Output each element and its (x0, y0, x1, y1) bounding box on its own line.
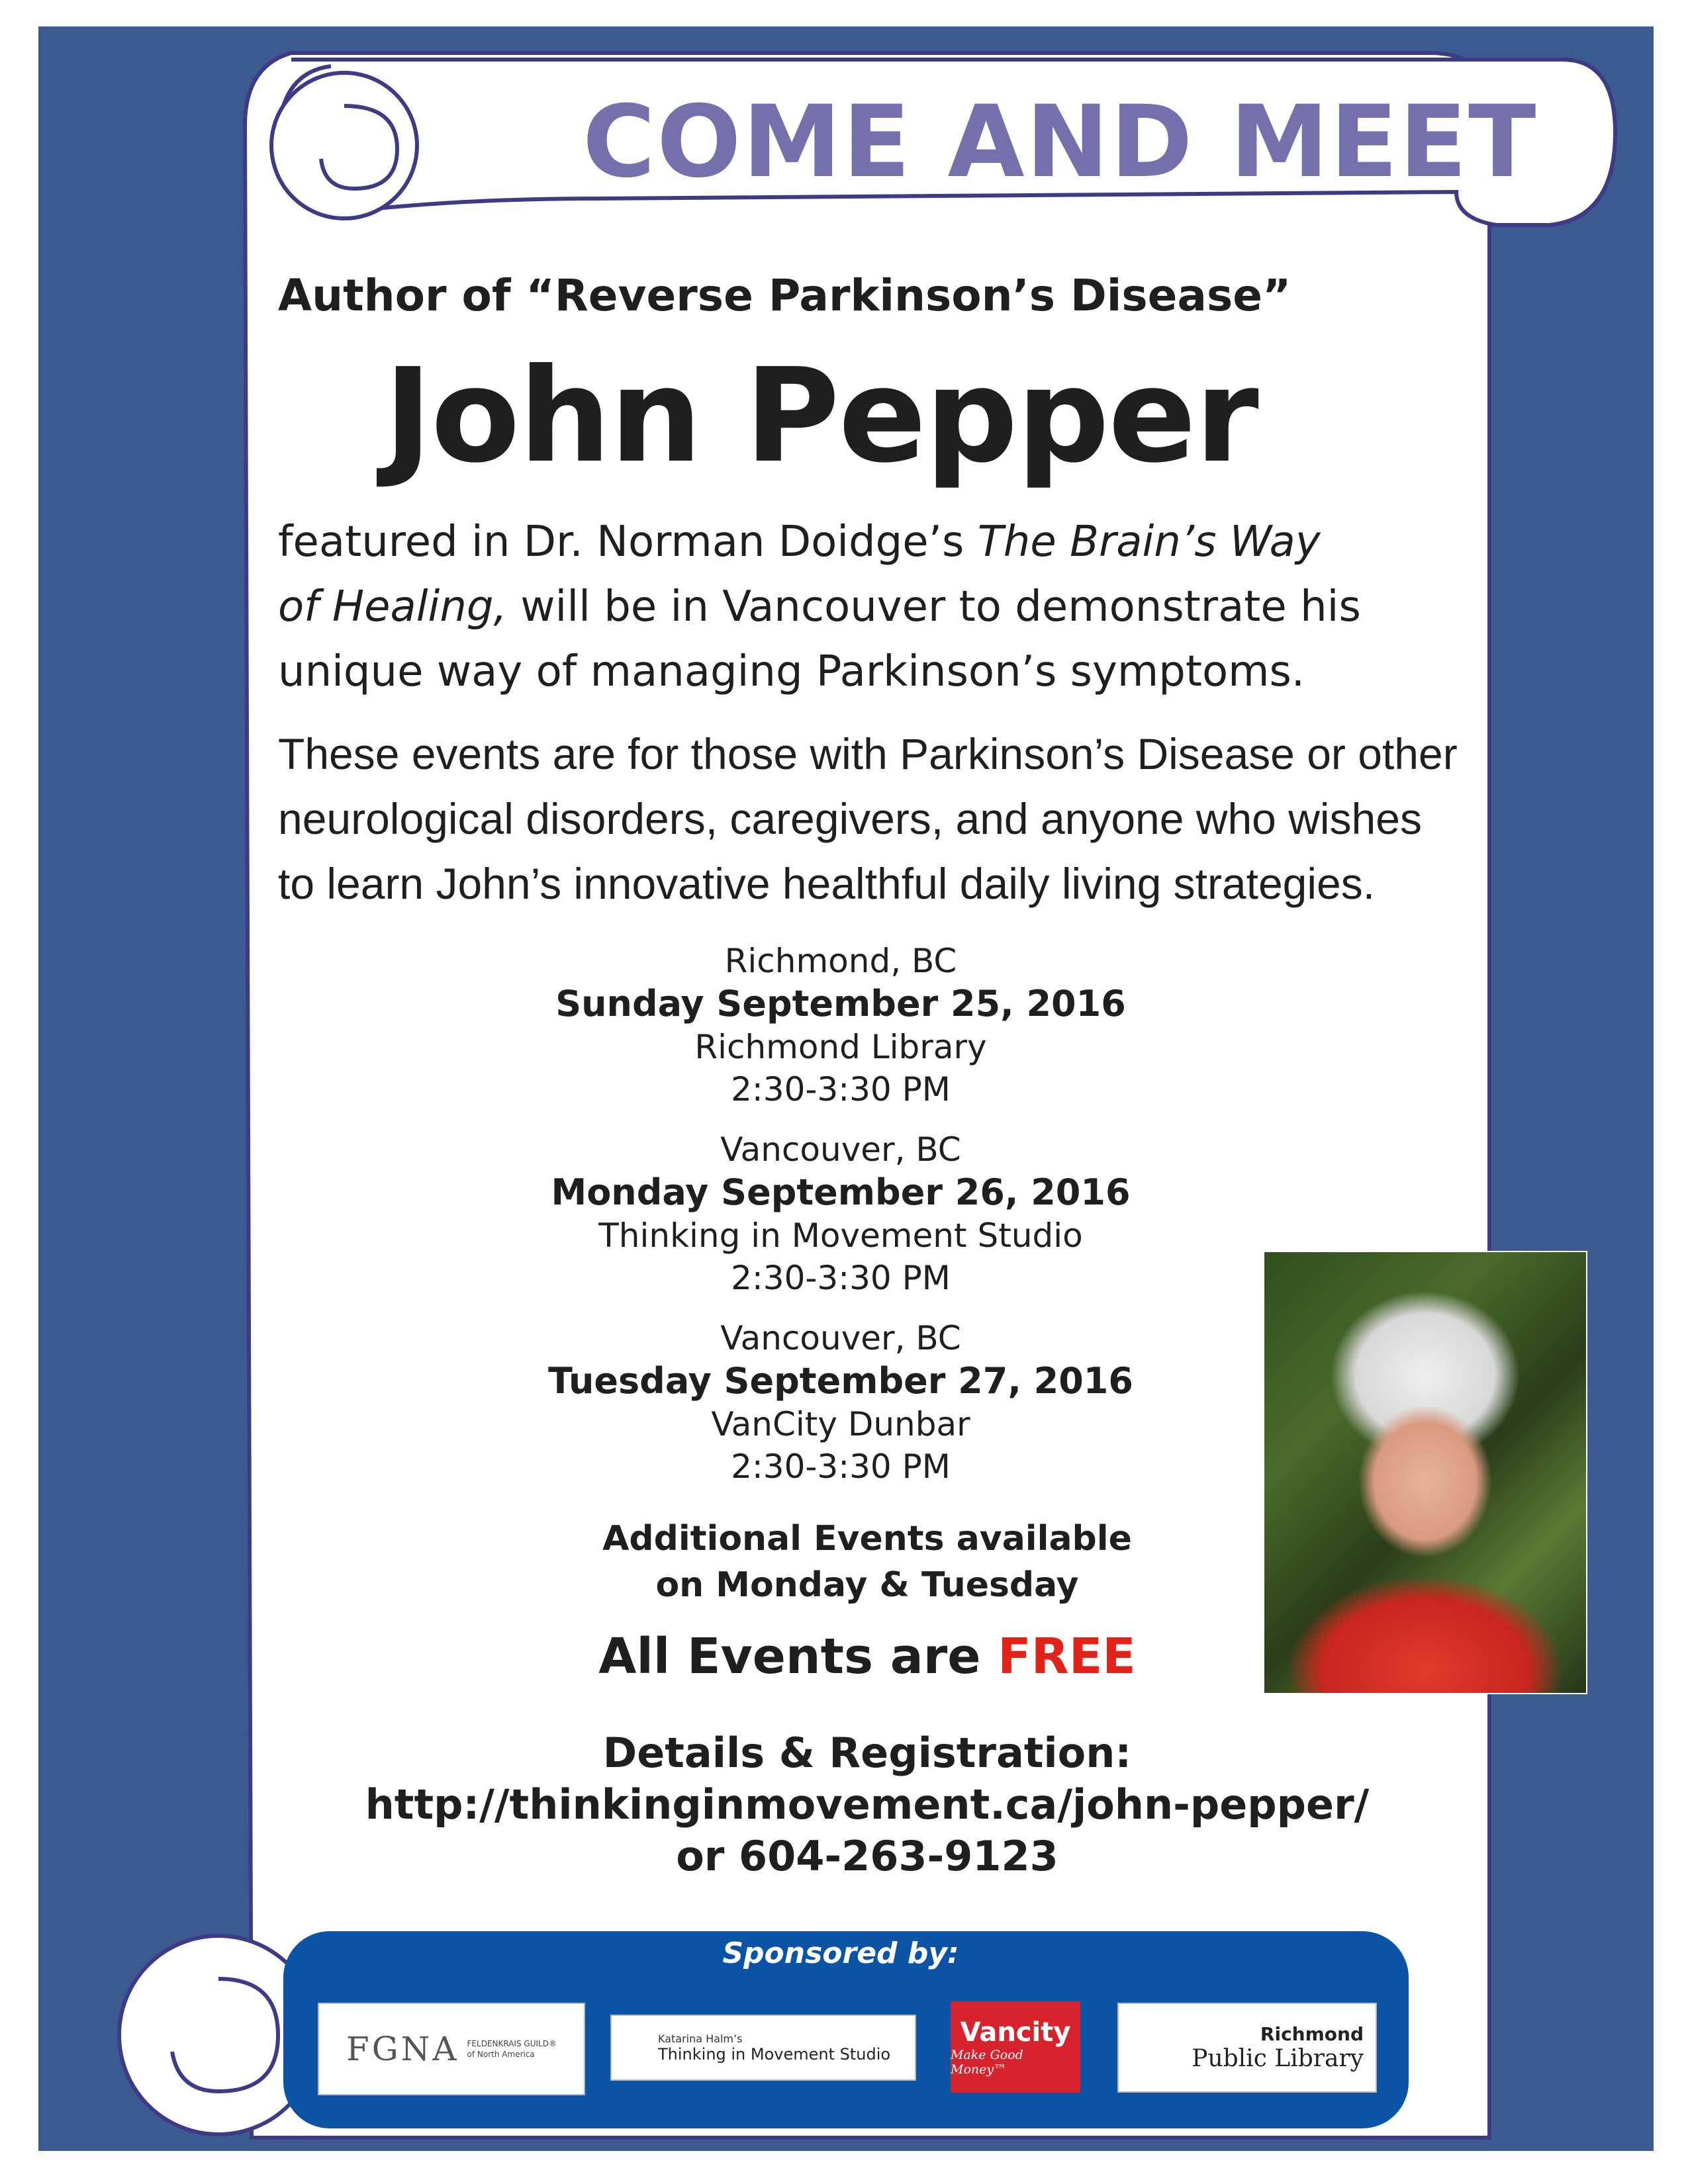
author-photo (1263, 1251, 1587, 1694)
vancity-logo (951, 2001, 1080, 2093)
thinking-in-movement-logo (610, 2015, 916, 2081)
intro-line-3: unique way of managing Parkinson’s symptoms. (278, 647, 1305, 696)
sponsor-title: Sponsored by: (722, 1936, 959, 1970)
book-title-part-2: of Healing, (278, 582, 507, 631)
phone-number: or 604-263-9123 (676, 1832, 1058, 1880)
author-name: John Pepper (384, 341, 1258, 492)
intro-line-1 (278, 510, 1456, 574)
fgna-full-2: of North America (467, 2050, 535, 2059)
event-time: 2:30-3:30 PM (731, 1447, 951, 1486)
event-time: 2:30-3:30 PM (731, 1070, 951, 1109)
event-vancouver-tuesday (371, 1317, 1311, 1488)
additional-line-1: Additional Events available (602, 1519, 1132, 1559)
rpl-line-1: Richmond (1260, 2023, 1364, 2045)
rpl-line-2: Public Library (1192, 2045, 1364, 2072)
free-prefix: All Events are (598, 1628, 998, 1685)
fgna-full-1: FELDENKRAIS GUILD® (467, 2039, 557, 2048)
vancity-tagline: Make Good Money™ (951, 2048, 1023, 2077)
intro-paragraph (278, 510, 1456, 704)
headline: COME AND MEET (583, 85, 1538, 200)
free-word: FREE (998, 1628, 1136, 1685)
event-venue: Richmond Library (694, 1028, 987, 1066)
event-date: Sunday September 25, 2016 (555, 983, 1126, 1024)
intro-line-2b: will be in Vancouver to demonstrate his (506, 582, 1361, 631)
event-date: Monday September 26, 2016 (551, 1171, 1131, 1213)
richmond-public-library-logo (1117, 2003, 1377, 2093)
audience-line: neurological disorders, caregivers, and anyone who wishes (278, 794, 1422, 843)
audience-line: These events are for those with Parkinson’s Disease or other (278, 729, 1458, 778)
intro-line-2 (278, 574, 1456, 639)
event-time: 2:30-3:30 PM (731, 1259, 951, 1297)
registration-details (252, 1727, 1483, 1882)
fgna-logo (318, 2003, 585, 2095)
intro-line-1a: featured in Dr. Norman Doidge’s (278, 518, 978, 567)
fgna-abbr: FGNA (346, 2030, 459, 2068)
vancity-brand: Vancity (960, 2017, 1071, 2048)
additional-line-2: on Monday & Tuesday (655, 1565, 1079, 1605)
tims-owner: Katarina Halm’s (658, 2032, 743, 2045)
event-vancouver-monday (371, 1128, 1311, 1299)
audience-paragraph (278, 721, 1470, 916)
book-title-part-1: The Brain’s Way (977, 518, 1321, 567)
event-date: Tuesday September 27, 2016 (548, 1360, 1133, 1402)
registration-url[interactable]: http://thinkinginmovement.ca/john-pepper/ (365, 1780, 1370, 1829)
free-notice (437, 1628, 1297, 1685)
audience-line: to learn John’s innovative healthful daily living strategies. (278, 859, 1376, 908)
event-richmond (371, 940, 1311, 1111)
details-heading: Details & Registration: (602, 1729, 1132, 1777)
event-venue: Thinking in Movement Studio (598, 1216, 1083, 1255)
additional-events-note (437, 1516, 1297, 1608)
event-city: Vancouver, BC (720, 1130, 961, 1169)
fgna-full-name (467, 2038, 557, 2060)
event-city: Richmond, BC (724, 942, 957, 980)
event-city: Vancouver, BC (720, 1319, 961, 1357)
tims-studio-name: Thinking in Movement Studio (658, 2044, 891, 2064)
event-venue: VanCity Dunbar (711, 1405, 970, 1443)
book-subtitle: Author of “Reverse Parkinson’s Disease” (278, 270, 1291, 321)
